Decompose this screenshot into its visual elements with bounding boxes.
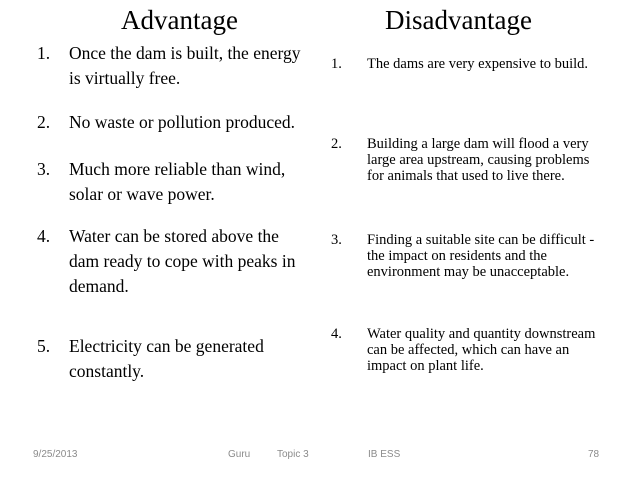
footer-topic: Topic 3 [277,449,309,460]
advantage-item [37,157,312,207]
advantage-item-text: No waste or pollution produced. [69,112,295,132]
disadvantage-item-number: 2. [331,136,342,152]
advantage-item-number: 3. [37,159,51,179]
disadvantage-item-text: Finding a suitable site can be difficult - the impact on residents and the environment may be unacceptable. [367,232,595,280]
advantage-item [37,334,312,384]
advantage-title: Advantage [121,5,238,35]
disadvantage-title: Disadvantage [385,5,532,35]
footer-author: Guru [228,449,251,460]
advantage-item-number: 1. [37,43,51,63]
disadvantage-item-number: 1. [331,56,342,72]
disadvantage-item [331,326,601,374]
advantage-item [37,41,312,91]
footer-page-number: 78 [588,449,600,460]
advantage-item [37,224,312,299]
disadvantage-item-text: Building a large dam will flood a very large area upstream, causing problems for animals that used to live there. [367,136,590,184]
disadvantage-item [331,56,601,72]
disadvantage-item [331,232,601,280]
advantage-item-number: 5. [37,336,51,356]
advantage-item-text: Once the dam is built, the energy is virtually free. [69,43,301,88]
advantage-item-text: Electricity can be generated constantly. [69,336,264,381]
advantage-item-number: 4. [37,226,51,246]
advantage-item-text: Much more reliable than wind, solar or wave power. [69,159,286,204]
disadvantage-item-text: Water quality and quantity downstream can be affected, which can have an impact on plant life. [367,326,596,374]
advantage-item-text: Water can be stored above the dam ready to cope with peaks in demand. [69,226,296,296]
footer-course: IB ESS [368,449,401,460]
disadvantage-item-number: 3. [331,232,342,248]
disadvantage-item-number: 4. [331,326,342,342]
advantage-item-number: 2. [37,112,51,132]
advantage-item [37,110,312,135]
footer-date: 9/25/2013 [33,449,78,460]
disadvantage-item [331,136,601,184]
disadvantage-item-text: The dams are very expensive to build. [367,56,589,72]
